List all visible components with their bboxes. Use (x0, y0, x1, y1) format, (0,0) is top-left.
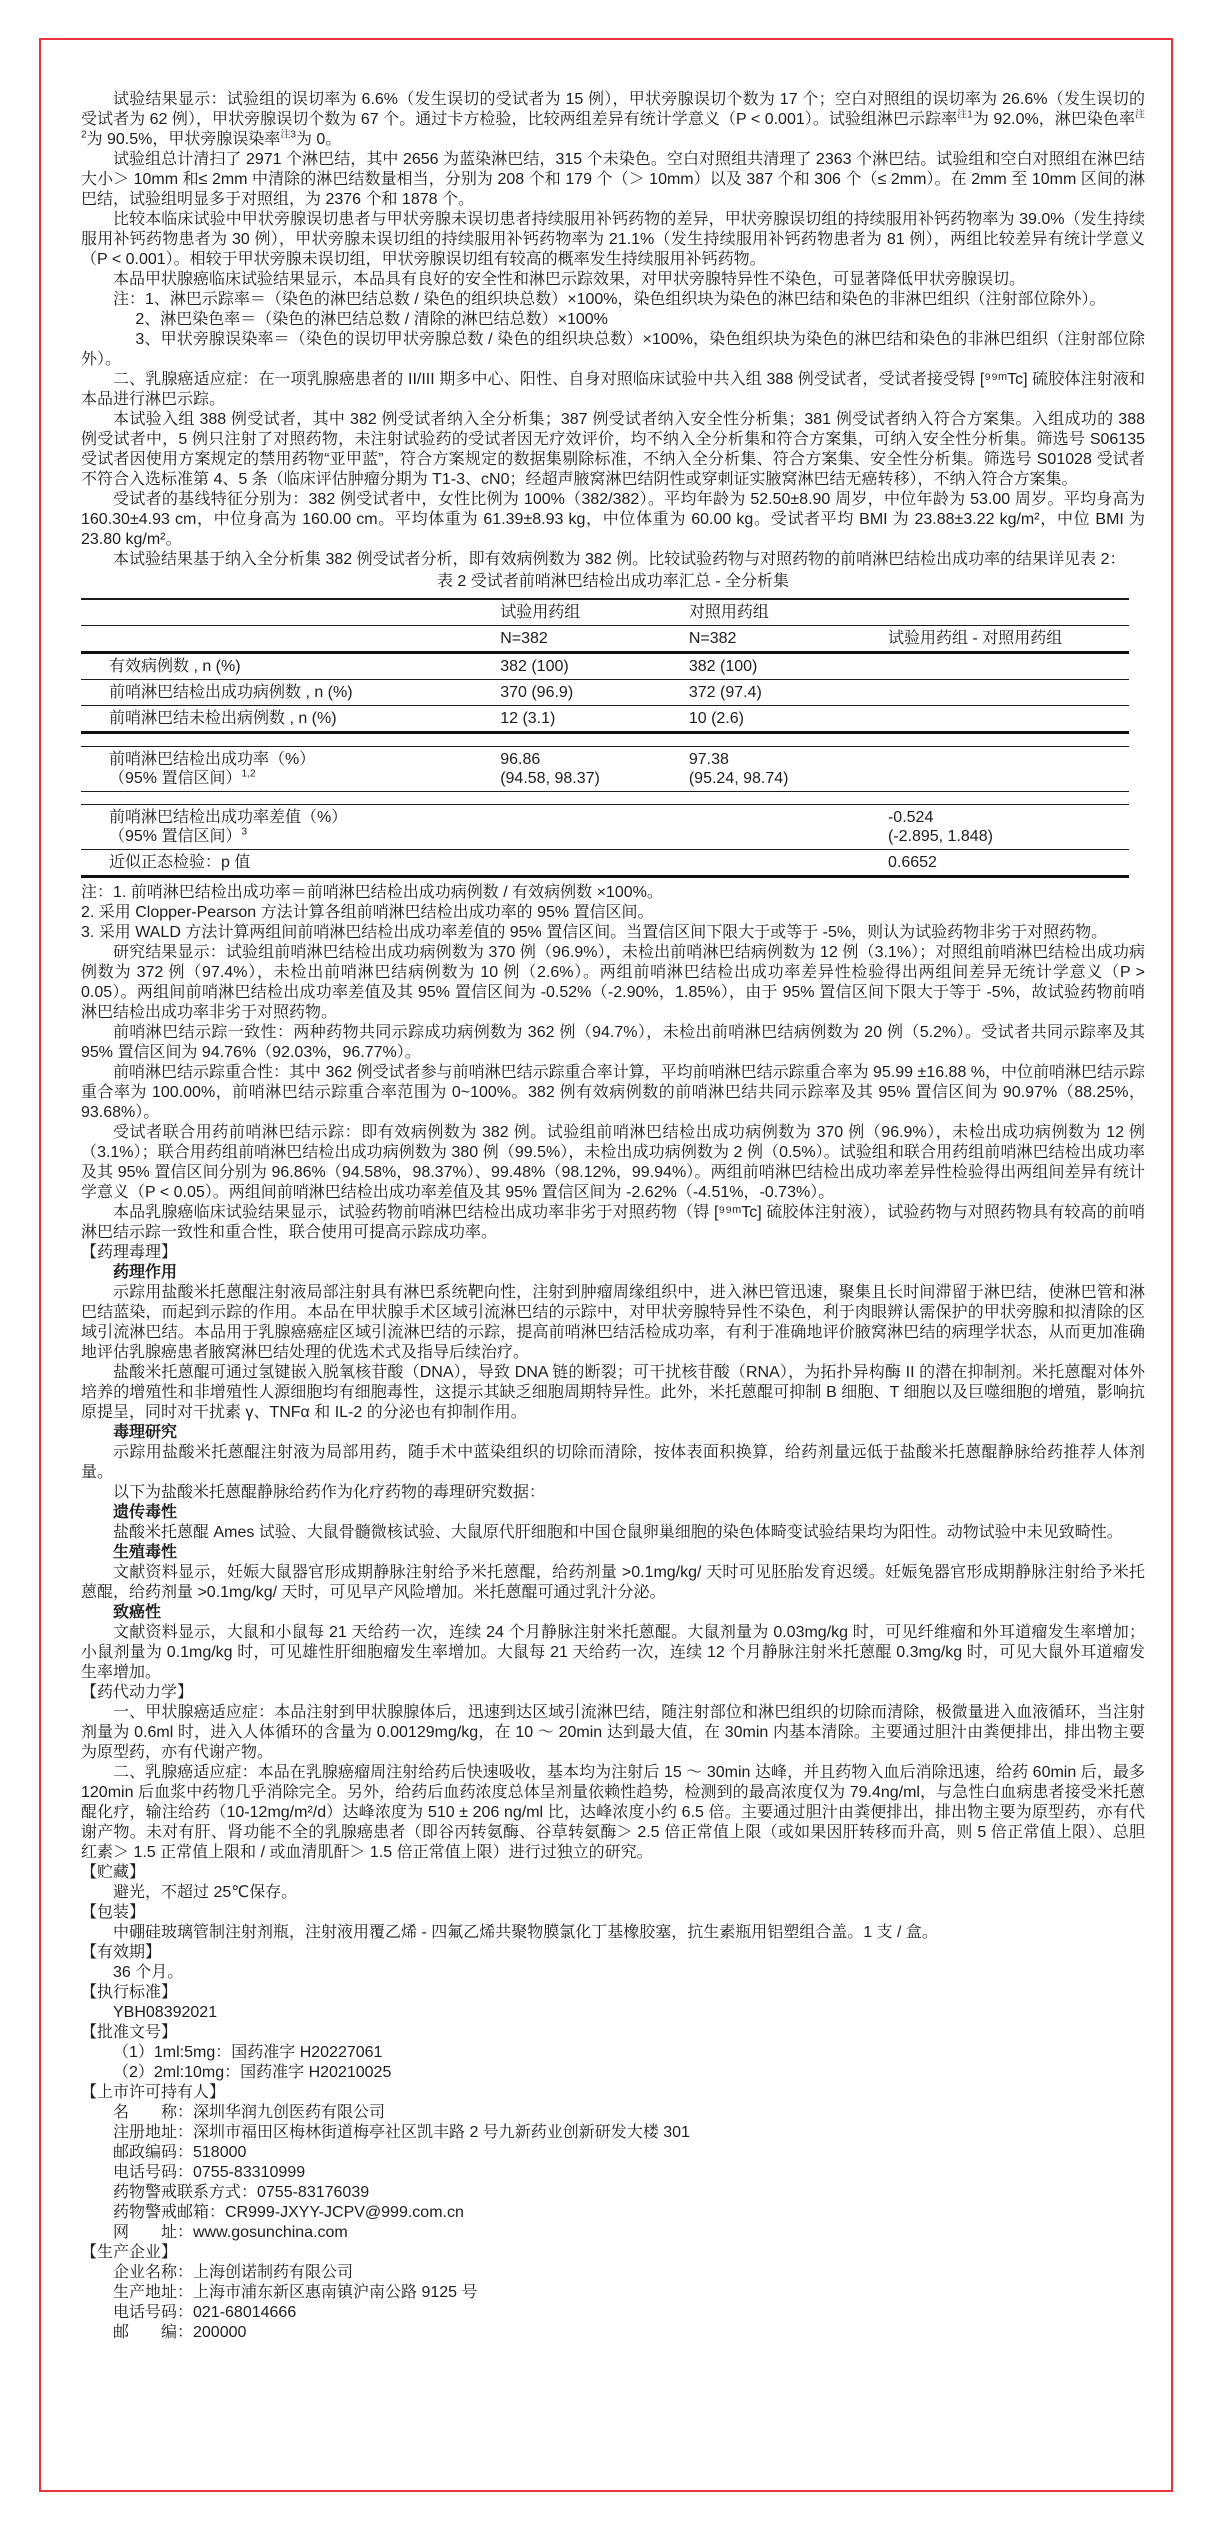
table-cell (81, 805, 500, 850)
paragraph: 36 个月。 (113, 1964, 184, 1981)
paragraph: 研究结果显示：试验组前哨淋巴结检出成功病例数为 370 例（96.9%），未检出前哨淋巴结病例数为 12 例（3.1%）；对照组前哨淋巴结检出成功病例数为 372 例（97.4%），未检出前哨淋巴结病例数为 10 例（2.6%）。两组前哨淋巴结检出成功率差异性检验得出两组间差异无统计学意义（P > 0.05）。两组间前哨淋巴结检出成功率差值及其 95% 置信区间为 -0.52%（-2.90%，1.85%），由于 95% 置信区间下限大于等于 -5%，故试验药物前哨淋巴结检出成功率非劣于对照药物。 (81, 944, 1145, 1021)
subsection-heading: 药理作用 (113, 1264, 178, 1281)
section-heading: 【生产企业】 (81, 2244, 178, 2261)
paragraph: 药物警戒邮箱：CR999-JXYY-JCPV@999.com.cn (113, 2204, 464, 2221)
table-cell (500, 805, 689, 850)
paragraph: 二、乳腺癌适应症：在一项乳腺癌患者的 II/III 期多中心、阳性、自身对照临床试验中共入组 388 例受试者，受试者接受锝 [⁹⁹ᵐTc] 硫胶体注射液和本品进行淋巴示踪。 (81, 371, 1145, 408)
paragraph: 电话号码：0755-83310999 (113, 2164, 306, 2181)
table-cell (689, 747, 888, 792)
paragraph: 比较本临床试验中甲状旁腺误切患者与甲状旁腺未误切患者持续服用补钙药物的差异，甲状旁腺误切组的持续服用补钙药物率为 39.0%（发生持续服用补钙药物患者为 30 例），甲状旁腺未误切组的持续服用补钙药物率为 21.1%（发生持续服用补钙药物患者为 81 例），两组比较差异有统计学意义（P < 0.001）。相较于甲状旁腺未误切组，甲状旁腺误切组有较高的概率发生持续服用补钙药物。 (81, 211, 1145, 268)
paragraph: YBH08392021 (113, 2004, 218, 2021)
table-cell (689, 850, 888, 877)
table-cell: 试验用药组 - 对照用药组 (888, 626, 1129, 653)
paragraph: 本试验入组 388 例受试者，其中 382 例受试者纳入全分析集；387 例受试者纳入安全性分析集；381 例受试者纳入符合方案集。入组成功的 388 例受试者中，5 例只注射了对照药物，未注射试验药的受试者因无疗效评价，均不纳入全分析集和符合方案集，可纳入安全性分析集。筛选号 S06135 受试者因使用方案规定的禁用药物“亚甲蓝”，符合方案规定的数据集剔除标准，不纳入全分析集、符合方案集、安全性分析集。筛选号 S01028 受试者不符合入选标准第 4、5 条（临床评估肿瘤分期为 T1-3、cN0；经超声腋窝淋巴结阴性或穿刺证实腋窝淋巴结无癌转移），不纳入符合方案集。 (81, 411, 1145, 488)
diff-row-label-line2: （95% 置信区间）$^3$ (109, 826, 248, 845)
table-cell: 前哨淋巴结未检出病例数 , n (%) (81, 706, 500, 733)
note: 3、甲状旁腺误染率＝（染色的误切甲状旁腺总数 / 染色的组织块总数）×100%，染色组织块为染色的淋巴结和染色的非淋巴组织（注射部位除外）。 (81, 331, 1145, 368)
table-cell (888, 680, 1129, 706)
subsection-heading: 毒理研究 (113, 1424, 178, 1441)
paragraph: 注：1、淋巴示踪率＝（染色的淋巴结总数 / 染色的组织块总数）×100%，染色组织块为染色的淋巴结和染色的非淋巴组织（注射部位除外）。 (113, 291, 1106, 308)
paragraph: 邮 编：200000 (113, 2324, 247, 2341)
table-cell (81, 626, 500, 653)
section-heading: 【包装】 (81, 1904, 146, 1921)
table-spacer-row (81, 733, 1129, 747)
document-flow-before-table (81, 90, 1145, 592)
paragraph: 网 址：www.gosunchina.com (113, 2224, 348, 2241)
paragraph: 本品乳腺癌临床试验结果显示，试验药物前哨淋巴结检出成功率非劣于对照药物（锝 [⁹⁹ᵐTc] 硫胶体注射液），试验药物与对照药物具有较高的前哨淋巴结示踪一致性和重合性，联合使用可提高示踪成功率。 (81, 1204, 1145, 1241)
table-cell (888, 706, 1129, 733)
rate-control-ci: (95.24, 98.74) (688, 770, 789, 787)
rate-control-value: 97.38 (688, 751, 729, 768)
paragraph: 本试验结果基于纳入全分析集 382 例受试者分析，即有效病例数为 382 例。比较试验药物与对照药物的前哨淋巴结检出成功率的结果详见表 2： (113, 551, 1126, 568)
table-row (81, 747, 1129, 792)
table-cell (888, 653, 1129, 680)
paragraph: （2）2ml:10mg：国药准字 H20210025 (113, 2064, 392, 2081)
table-cell (81, 747, 500, 792)
note-reference-superscript: 注1 (957, 109, 973, 121)
table-cell: 有效病例数 , n (%) (81, 653, 500, 680)
table-cell: 0.6652 (888, 850, 1129, 877)
note-reference-superscript: 注3 (280, 129, 296, 141)
table-cell: 试验用药组 (500, 599, 689, 626)
paragraph: 文献资料显示，大鼠和小鼠每 21 天给药一次，连续 24 个月静脉注射米托蒽醌。大鼠剂量为 0.03mg/kg 时，可见纤维瘤和外耳道瘤发生率增加；小鼠剂量为 0.1mg/kg 时，可见雄性肝细胞瘤发生率增加。大鼠每 21 天给药一次，连续 12 个月静脉注射米托蒽醌 0.3mg/kg 时，可见大鼠外耳道瘤发生率增加。 (81, 1624, 1145, 1681)
paragraph: 注册地址：深圳市福田区梅林街道梅亭社区凯丰路 2 号九新药业创新研发大楼 301 (113, 2124, 690, 2141)
paragraph: 邮政编码：518000 (113, 2144, 247, 2161)
table-cell (500, 733, 689, 747)
paragraph: 文献资料显示，妊娠大鼠器官形成期静脉注射给予米托蒽醌，给药剂量 >0.1mg/kg/ 天时可见胚胎发育迟缓。妊娠兔器官形成期静脉注射给予米托蒽醌，给药剂量 >0.1mg/kg/ 天时，可见早产风险增加。米托蒽醌可通过乳汁分泌。 (81, 1564, 1145, 1601)
table-cell (500, 792, 689, 805)
table-note: 注：1. 前哨淋巴结检出成功率＝前哨淋巴结检出成功病例数 / 有效病例数 ×100%。 (81, 884, 663, 901)
table-row (81, 850, 1129, 877)
diff-value: -0.524 (887, 809, 934, 826)
section-heading: 【执行标准】 (81, 1984, 178, 2001)
rate-row-label-line1: 前哨淋巴结检出成功率（%） (109, 751, 316, 768)
paragraph: 二、乳腺癌适应症：本品在乳腺癌瘤周注射给药后快速吸收，基本均为注射后 15 ～ 30min 达峰，并且药物入血后消除迅速，给药 60min 后，最多 120min 后血浆中药物几乎消除完全。另外，给药后血药浓度总体呈剂量依赖性趋势，检测到的最高浓度仅为 79.4ng/ml，与急性白血病患者接受米托蒽醌化疗，输注给药（10-12mg/m²/d）达峰浓度为 510 ± 206 ng/ml 比，达峰浓度小约 6.5 倍。主要通过胆汁由粪便排出，排出物主要为原型药，亦有代谢产物。未对有肝、肾功能不全的乳腺癌患者（即谷丙转氨酶、谷草转氨酶＞ 2.5 倍正常值上限（或如果因肝转移而升高，则 5 倍正常值上限）、总胆红素＞ 1.5 正常值上限和 / 或血清肌酐＞ 1.5 倍正常值上限）进行过独立的研究。 (81, 1764, 1145, 1861)
table-cell (888, 805, 1129, 850)
table-cell: N=382 (500, 626, 689, 653)
paragraph: 盐酸米托蒽醌可通过氢键嵌入脱氧核苷酸（DNA），导致 DNA 链的断裂；可干扰核苷酸（RNA），为拓扑异构酶 II 的潜在抑制剂。米托蒽醌对体外培养的增殖性和非增殖性人源细胞均有细胞毒性，这提示其缺乏细胞周期特异性。此外，米托蒽醌可抑制 B 细胞、T 细胞以及巨噬细胞的增殖，影响抗原提呈，同时对干扰素 γ、TNFα 和 IL-2 的分泌也有抑制作用。 (81, 1364, 1145, 1421)
section-heading: 【药代动力学】 (81, 1684, 194, 1701)
table-row (81, 706, 1129, 733)
note-reference-superscript: 3 (241, 826, 248, 838)
paragraph: 以下为盐酸米托蒽醌静脉给药作为化疗药物的毒理研究数据： (113, 1484, 546, 1501)
note-reference-superscript: 1,2 (241, 768, 256, 780)
table-cell (888, 792, 1129, 805)
table-cell: 10 (2.6) (689, 706, 888, 733)
paragraph: 一、甲状腺癌适应症：本品注射到甲状腺腺体后，迅速到达区域引流淋巴结，随注射部位和淋巴组织的切除而清除，极微量进入血液循环，当注射剂量为 0.6ml 时，进入人体循环的含量为 0.00129mg/kg，在 10 ～ 20min 达到最大值，在 30min 内基本清除。主要通过胆汁由粪便排出，排出物主要为原型药，亦有代谢产物。 (81, 1704, 1145, 1761)
table-cell (689, 733, 888, 747)
subsection-heading: 遗传毒性 (113, 1504, 178, 1521)
document-content (41, 40, 1171, 2343)
note-reference-superscript: 注2 (81, 109, 1145, 141)
table-spacer-row (81, 792, 1129, 805)
paragraph: 名 称：深圳华润九创医药有限公司 (113, 2104, 386, 2121)
table-cell (500, 850, 689, 877)
table-title: 表 2 受试者前哨淋巴结检出成功率汇总 - 全分析集 (436, 573, 789, 590)
paragraph: 药物警戒联系方式：0755-83176039 (113, 2184, 370, 2201)
table-cell: N=382 (689, 626, 888, 653)
document-border-frame (39, 38, 1173, 2492)
paragraph: 前哨淋巴结示踪重合性：其中 362 例受试者参与前哨淋巴结示踪重合率计算，平均前哨淋巴结示踪重合率为 95.99 ±16.88 %，中位前哨淋巴结示踪重合率为 100.00%，前哨淋巴结示踪重合率范围为 0~100%。382 例有效病例数的前哨淋巴结共同示踪率及其 95% 置信区间为 90.97%（88.25%，93.68%）。 (81, 1064, 1146, 1121)
paragraph: 企业名称：上海创诺制药有限公司 (113, 2264, 354, 2281)
paragraph: 受试者联合用药前哨淋巴结示踪：即有效病例数为 382 例。试验组前哨淋巴结检出成功病例数为 370 例（96.9%），未检出成功病例数为 12 例（3.1%）；联合用药组前哨淋巴结检出成功病例数为 380 例（99.5%），未检出成功病例数为 2 例（0.5%）。试验组和联合用药组前哨淋巴结检出成功率及其 95% 置信区间分别为 96.86%（94.58%，98.37%）、99.48%（98.12%，99.94%）。两组前哨淋巴结检出成功率差异性检验得出两组间差异有统计学意义（P < 0.05）。两组间前哨淋巴结检出成功率差值及其 95% 置信区间为 -2.62%（-4.51%，-0.73%）。 (81, 1124, 1145, 1201)
table-row (81, 653, 1129, 680)
table-cell (689, 805, 888, 850)
table-cell: 382 (100) (689, 653, 888, 680)
table-cell (81, 792, 500, 805)
paragraph: 试验组总计清扫了 2971 个淋巴结，其中 2656 为蓝染淋巴结，315 个未染色。空白对照组共清理了 2363 个淋巴结。试验组和空白对照组在淋巴结大小＞ 10mm 和≤ 2mm 中清除的淋巴结数量相当，分别为 208 个和 179 个（＞ 10mm）以及 387 个和 306 个（≤ 2mm）。在 2mm 至 10mm 区间的淋巴结，试验组明显多于对照组，为 2376 个和 1878 个。 (81, 151, 1145, 208)
table-cell: 前哨淋巴结检出成功病例数 , n (%) (81, 680, 500, 706)
section-heading: 【批准文号】 (81, 2024, 178, 2041)
table-cell (888, 747, 1129, 792)
table-cell: 近似正态检验：p 值 (81, 850, 500, 877)
paragraph: 受试者的基线特征分别为：382 例受试者中，女性比例为 100%（382/382）。平均年龄为 52.50±8.90 周岁，中位年龄为 53.00 周岁。平均身高为 160.30±4.93 cm，中位身高为 160.00 cm。平均体重为 61.39±8.93 kg，中位体重为 60.00 kg。受试者平均 BMI 为 23.88±3.22 kg/m²，中位 BMI 为 23.80 kg/m²。 (81, 491, 1145, 548)
paragraph: 示踪用盐酸米托蒽醌注射液为局部用药，随手术中蓝染组织的切除而清除，按体表面积换算，给药剂量远低于盐酸米托蒽醌静脉给药推荐人体剂量。 (81, 1444, 1145, 1481)
paragraph: 电话号码：021-68014666 (113, 2304, 297, 2321)
section-heading: 【上市许可持有人】 (81, 2084, 226, 2101)
table-row (81, 805, 1129, 850)
subsection-heading: 致癌性 (113, 1604, 162, 1621)
table-cell: 对照用药组 (689, 599, 888, 626)
table-cell (500, 747, 689, 792)
rate-test-ci: (94.58, 98.37) (500, 770, 600, 787)
table-cell: 12 (3.1) (500, 706, 689, 733)
diff-ci: (-2.895, 1.848) (887, 828, 993, 845)
paragraph: 中硼硅玻璃管制注射剂瓶，注射液用覆乙烯 - 四氟乙烯共聚物膜氯化丁基橡胶塞，抗生素瓶用铝塑组合盖。1 支 / 盒。 (113, 1924, 938, 1941)
document-flow-after-table (81, 883, 1145, 2343)
table-row (81, 680, 1129, 706)
table-cell (81, 733, 500, 747)
paragraph: 本品甲状腺癌临床试验结果显示，本品具有良好的安全性和淋巴示踪效果，对甲状旁腺特异性不染色，可显著降低甲状旁腺误切。 (113, 271, 1026, 288)
table-cell: 370 (96.9) (500, 680, 689, 706)
diff-row-label-line1: 前哨淋巴结检出成功率差值（%） (109, 809, 348, 826)
paragraph: 示踪用盐酸米托蒽醌注射液局部注射具有淋巴系统靶向性，注射到肿瘤周缘组织中，进入淋巴管迅速，聚集且长时间滞留于淋巴结，使淋巴管和淋巴结蓝染，而起到示踪的作用。本品在甲状腺手术区域引流淋巴结的示踪中，对甲状旁腺特异性不染色，利于肉眼辨认需保护的甲状旁腺和拟清除的区域引流淋巴结。本品用于乳腺癌癌症区域引流淋巴结的示踪，提高前哨淋巴结活检成功率，有利于准确地评价腋窝淋巴结的病理学状态，从而更加准确地评估乳腺癌患者腋窝淋巴结处理的优选术式及指导后续治疗。 (81, 1284, 1145, 1361)
subsection-heading: 生殖毒性 (113, 1544, 178, 1561)
table-cell: 372 (97.4) (689, 680, 888, 706)
sln-detection-rate-table (81, 598, 1129, 878)
table-cell (689, 792, 888, 805)
paragraph: 前哨淋巴结示踪一致性：两种药物共同示踪成功病例数为 362 例（94.7%），未检出前哨淋巴结病例数为 20 例（5.2%）。受试者共同示踪率及其 95% 置信区间为 94.76%（92.03%，96.77%）。 (81, 1024, 1145, 1061)
paragraph: （1）1ml:5mg：国药准字 H20227061 (113, 2044, 383, 2061)
table-note: 2. 采用 Clopper-Pearson 方法计算各组前哨淋巴结检出成功率的 95% 置信区间。 (81, 904, 654, 921)
rate-row-label-line2: （95% 置信区间）$^{1,2}$ (109, 768, 256, 787)
section-heading: 【有效期】 (81, 1944, 162, 1961)
table-header-row (81, 599, 1129, 626)
table-note: 3. 采用 WALD 方法计算两组间前哨淋巴结检出成功率差值的 95% 置信区间。当置信区间下限大于或等于 -5%，则认为试验药物非劣于对照药物。 (81, 924, 1108, 941)
table-cell (888, 733, 1129, 747)
table-cell (81, 599, 500, 626)
paragraph: 避光，不超过 25℃保存。 (113, 1884, 298, 1901)
paragraph: 盐酸米托蒽醌 Ames 试验、大鼠骨髓微核试验、大鼠原代肝细胞和中国仓鼠卵巢细胞的染色体畸变试验结果均为阳性。动物试验中未见致畸性。 (113, 1524, 1123, 1541)
rate-test-value: 96.86 (500, 751, 541, 768)
table-cell (888, 599, 1129, 626)
paragraph: 试验结果显示：试验组的误切率为 6.6%（发生误切的受试者为 15 例），甲状旁腺误切个数为 17 个；空白对照组的误切率为 26.6%（发生误切的受试者为 62 例），甲状旁腺误切个数为 67 个。通过卡方检验，比较两组差异有统计学意义（P < 0.001）。试验组淋巴示踪率$^{注1}$为 92.0%，淋巴染色率$^{注2}$为 90.5%，甲状旁腺误染率$^{注3}$为 0。 (81, 91, 1145, 148)
section-heading: 【贮藏】 (81, 1864, 146, 1881)
section-heading: 【药理毒理】 (81, 1244, 178, 1261)
table-cell: 382 (100) (500, 653, 689, 680)
paragraph: 生产地址：上海市浦东新区惠南镇沪南公路 9125 号 (113, 2284, 478, 2301)
note: 2、淋巴染色率＝（染色的淋巴结总数 / 清除的淋巴结总数）×100% (135, 311, 608, 328)
table-header-row (81, 626, 1129, 653)
